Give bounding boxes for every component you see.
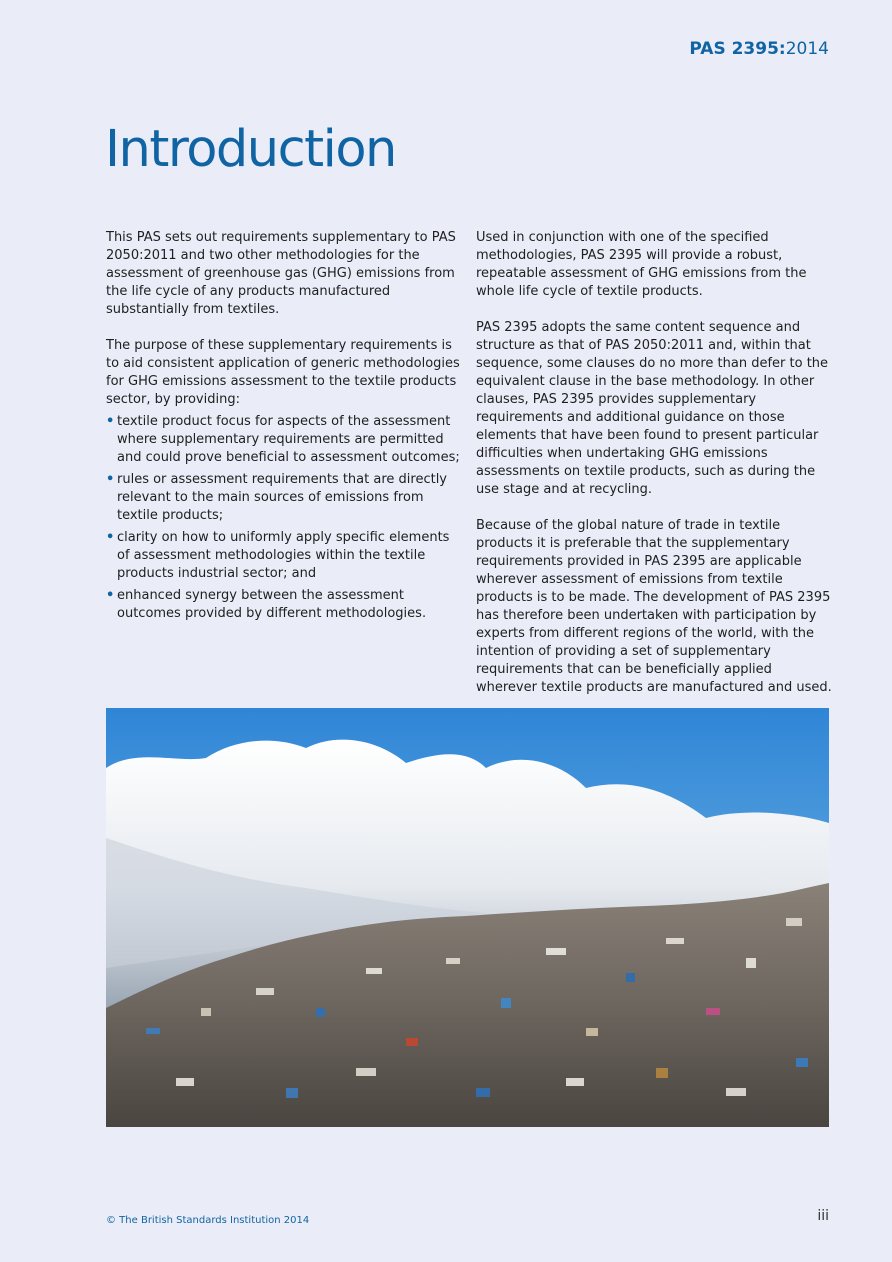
- copyright-notice: © The British Standards Institution 2014: [106, 1215, 310, 1226]
- list-item: [106, 471, 466, 525]
- structure-paragraph: PAS 2395 adopts the same content sequence and structure as that of PAS 2050:2011 and, within that sequence, some clauses do no more than defer to the equivalent clause in the base methodology. In other clauses, PAS 2395 provides supplementary requirements and additional guidance on those elements that have been found to present particular difficulties when undertaking GHG emissions assessments on textile products, such as during the use stage and at recycling.: [476, 320, 829, 497]
- document-code: [689, 39, 829, 59]
- document-code-number: PAS 2395:: [689, 39, 786, 59]
- intro-paragraph: This PAS sets out requirements supplementary to PAS 2050:2011 and two other methodologies for the assessment of greenhouse gas (GHG) emissions from the life cycle of any products manufactured substantially from textiles.: [106, 230, 456, 317]
- list-item-text: rules or assessment requirements that are directly relevant to the main sources of emissions from textile products;: [117, 472, 447, 523]
- bullet-icon: •: [106, 472, 115, 487]
- list-item: [106, 587, 466, 623]
- bullet-icon: •: [106, 588, 115, 603]
- list-item-text: enhanced synergy between the assessment outcomes provided by different methodologies.: [117, 588, 427, 621]
- methodology-paragraph: Used in conjunction with one of the specified methodologies, PAS 2395 will provide a robust, repeatable assessment of GHG emissions from the whole life cycle of textile products.: [476, 230, 807, 299]
- page-number: iii: [817, 1208, 829, 1224]
- page-title: Introduction: [105, 120, 396, 179]
- bullet-icon: •: [106, 530, 115, 545]
- right-column: [476, 229, 832, 715]
- landfill-photo: [106, 708, 829, 1127]
- document-code-year: 2014: [785, 39, 829, 59]
- bullet-icon: •: [106, 414, 115, 429]
- purpose-list: [106, 413, 466, 623]
- left-column: [106, 229, 466, 627]
- list-item-text: textile product focus for aspects of the assessment where supplementary requirements are permitted and could prove beneficial to assessment outcomes;: [117, 414, 460, 465]
- list-item: [106, 529, 466, 583]
- global-trade-paragraph: Because of the global nature of trade in textile products it is preferable that the supplementary requirements provided in PAS 2395 are applicable wherever assessment of emissions from textile products is to be made. The development of PAS 2395 has therefore been undertaken with participation by experts from different regions of the world, with the intention of providing a set of supplementary requirements that can be beneficially applied wherever textile products are manufactured and used.: [476, 518, 832, 695]
- list-item-text: clarity on how to uniformly apply specific elements of assessment methodologies within the textile products industrial sector; and: [117, 530, 450, 581]
- list-item: [106, 413, 466, 467]
- purpose-paragraph: The purpose of these supplementary requirements is to aid consistent application of generic methodologies for GHG emissions assessment to the textile products sector, by providing:: [106, 338, 460, 407]
